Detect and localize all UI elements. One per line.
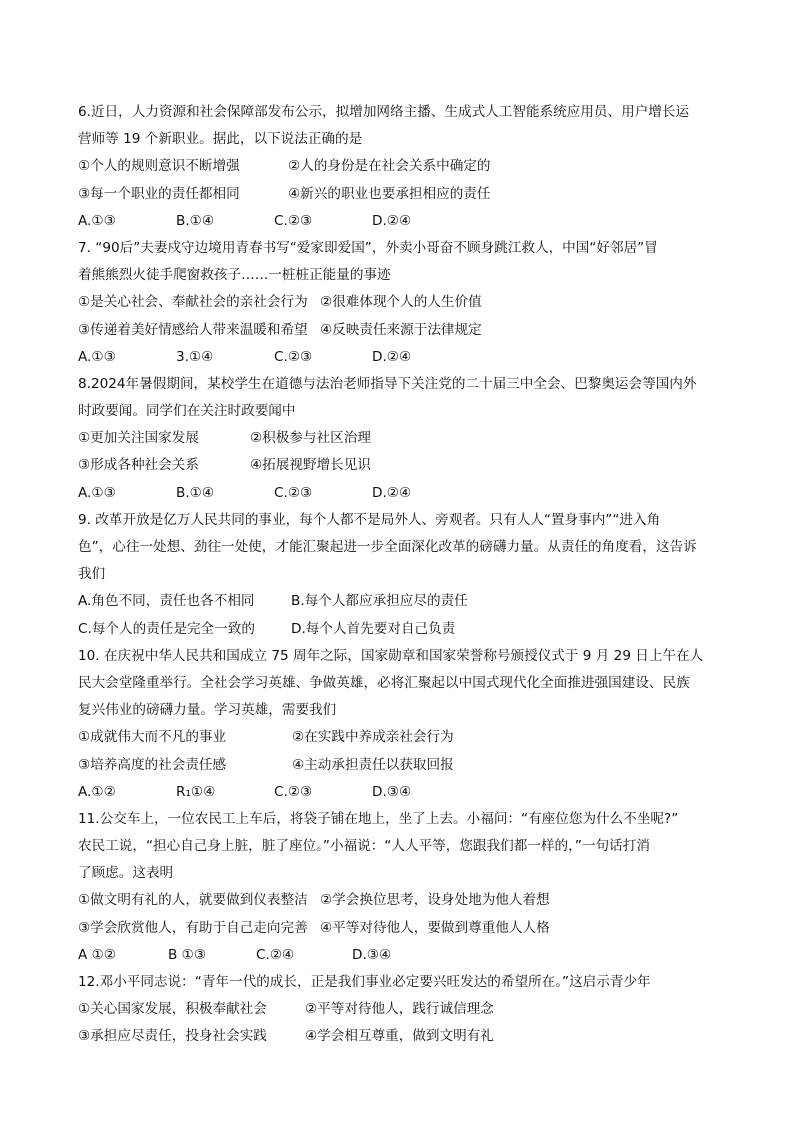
statement: ①做文明有礼的人，就要做到仪表整洁 bbox=[78, 892, 308, 909]
statement: ③学会欣赏他人，有助于自己走向完善 bbox=[78, 919, 308, 936]
statement-row bbox=[78, 181, 718, 208]
choice-option: B.每个人都应承担应尽的责任 bbox=[291, 593, 468, 610]
question-stem-line: 11.公交车上，一位农民工上车后，将袋子铺在地上，坐了上去。小福问：“有座位您为什么不坐呢?” bbox=[78, 810, 679, 827]
choice-option: C.②③ bbox=[274, 212, 313, 229]
choice-option: A.角色不同，责任也各不相同 bbox=[78, 593, 255, 610]
choice-option: C.②③ bbox=[274, 783, 313, 800]
statement-row bbox=[78, 153, 718, 180]
choice-option: A.①③ bbox=[78, 348, 116, 365]
choice-option: B.①④ bbox=[176, 484, 215, 501]
statement: ③培养高度的社会责任感 bbox=[78, 756, 227, 773]
question-stem-line: 营师等 19 个新职业。据此，以下说法正确的是 bbox=[78, 131, 363, 148]
question-stem-line: 10. 在庆祝中华人民共和国成立 75 周年之际，国家勋章和国家荣誉称号颁授仪式于 9 月 29 日上午在人 bbox=[78, 647, 704, 664]
choice-option: R₁①④ bbox=[176, 783, 216, 800]
question-stem-line: 6.近日，人力资源和社会保障部发布公示，拟增加网络主播、生成式人工智能系统应用员、用户增长运 bbox=[78, 104, 690, 120]
choice-option: A.①③ bbox=[78, 484, 116, 501]
question-stem-line: 9. 改革开放是亿万人民共同的事业，每个人都不是局外人、旁观者。只有人人“置身事内”“进入角 bbox=[78, 511, 661, 528]
choice-option: B.①④ bbox=[176, 212, 215, 229]
statement: ④平等对待他人，要做到尊重他人人格 bbox=[320, 919, 550, 936]
choice-option: D.②④ bbox=[372, 484, 412, 501]
choice-option: A.①③ bbox=[78, 212, 116, 229]
choice-row bbox=[78, 779, 718, 806]
choice-option: C.②③ bbox=[274, 348, 313, 365]
choice-row bbox=[78, 344, 718, 371]
question-12 bbox=[78, 969, 718, 1051]
choice-option: D.②④ bbox=[372, 348, 412, 365]
question-stem-line: 7. “90后”夫妻戍守边境用青春书写“爱家即爱国”，外卖小哥奋不顾身跳江救人，中国“好邻居”冒 bbox=[78, 239, 658, 256]
question-stem-line: 12.邓小平同志说：“青年一代的成长，正是我们事业必定要兴旺发达的希望所在。”这启示青少年 bbox=[78, 974, 651, 990]
choice-option: C.每个人的责任是完全一致的 bbox=[78, 620, 255, 637]
statement-row bbox=[78, 1023, 718, 1050]
question-stem-line: 复兴伟业的磅礴力量。学习英雄，需要我们 bbox=[78, 702, 337, 719]
statement: ③每一个职业的责任都相同 bbox=[78, 185, 240, 202]
question-10 bbox=[78, 643, 718, 806]
statement: ④新兴的职业也要承担相应的责任 bbox=[288, 185, 491, 202]
statement: ①关心国家发展，积极奉献社会 bbox=[78, 1001, 267, 1018]
statement: ③承担应尽责任，投身社会实践 bbox=[78, 1028, 267, 1045]
statement-row bbox=[78, 996, 718, 1023]
statement: ②平等对待他人，践行诚信理念 bbox=[305, 1001, 494, 1018]
question-list bbox=[78, 99, 718, 1051]
statement-row bbox=[78, 425, 718, 452]
question-9 bbox=[78, 507, 718, 643]
question-stem-line: 我们 bbox=[78, 566, 106, 583]
statement: ②积极参与社区治理 bbox=[250, 430, 371, 447]
choice-row bbox=[78, 942, 718, 969]
statement: ④学会相互尊重，做到文明有礼 bbox=[305, 1028, 494, 1045]
choice-row bbox=[78, 588, 718, 615]
statement-row bbox=[78, 289, 718, 316]
choice-option: C.②③ bbox=[274, 484, 313, 501]
choice-option: D.每个人首先要对自己负责 bbox=[291, 620, 456, 637]
choice-row bbox=[78, 208, 718, 235]
question-11 bbox=[78, 806, 718, 969]
choice-row bbox=[78, 480, 718, 507]
statement: ③传递着美好情感给人带来温暖和希望 bbox=[78, 321, 308, 338]
statement-row bbox=[78, 452, 718, 479]
choice-row bbox=[78, 616, 718, 643]
question-8 bbox=[78, 371, 718, 507]
statement: ①个人的规则意识不断增强 bbox=[78, 158, 240, 175]
statement: ②很难体现个人的人生价值 bbox=[320, 294, 482, 311]
statement: ②在实践中养成亲社会行为 bbox=[292, 729, 454, 746]
question-stem-line: 时政要闻。同学们在关注时政要闻中 bbox=[78, 403, 296, 420]
choice-option: D.③④ bbox=[372, 783, 412, 800]
statement: ③形成各种社会关系 bbox=[78, 457, 199, 474]
statement-row bbox=[78, 724, 718, 751]
question-6 bbox=[78, 99, 718, 235]
statement: ④拓展视野增长见识 bbox=[250, 457, 371, 474]
statement-row bbox=[78, 915, 718, 942]
question-stem-line: 民大会堂隆重举行。全社会学习英雄、争做英雄，必将汇聚起以中国式现代化全面推进强国建设、民族 bbox=[78, 674, 690, 691]
question-stem-line: 着熊熊烈火徒手爬窗救孩子……一桩桩正能量的事迹 bbox=[78, 267, 391, 284]
statement: ①成就伟大而不凡的事业 bbox=[78, 729, 227, 746]
statement: ②人的身份是在社会关系中确定的 bbox=[288, 158, 491, 175]
choice-option: D.③④ bbox=[352, 946, 392, 963]
question-stem-line: 色”，心往一处想、劲往一处使，才能汇聚起进一步全面深化改革的磅礴力量。从责任的角度看，这告诉 bbox=[78, 539, 697, 555]
question-stem-line: 了顾虑。这表明 bbox=[78, 865, 174, 882]
choice-option: A.①② bbox=[78, 783, 116, 800]
choice-option: C.②④ bbox=[256, 946, 295, 963]
statement-row bbox=[78, 887, 718, 914]
statement: ②学会换位思考，设身处地为他人着想 bbox=[320, 892, 550, 909]
statement: ④反映责任来源于法律规定 bbox=[320, 321, 482, 338]
question-stem-line: 农民工说，“担心自己身上脏，脏了座位。”小福说：“人人平等，您跟我们都一样的，”一句话打消 bbox=[78, 838, 650, 855]
choice-option: D.②④ bbox=[372, 212, 412, 229]
statement-row bbox=[78, 317, 718, 344]
statement-row bbox=[78, 752, 718, 779]
statement: ④主动承担责任以获取回报 bbox=[292, 756, 454, 773]
choice-option: A ①② bbox=[78, 946, 116, 963]
question-stem-line: 8.2024年暑假期间，某校学生在道德与法治老师指导下关注党的二十届三中全会、巴黎奥运会等国内外 bbox=[78, 375, 697, 392]
question-7 bbox=[78, 235, 718, 371]
choice-option: 3.①④ bbox=[176, 348, 214, 365]
choice-option: B ①③ bbox=[168, 946, 207, 963]
statement: ①是关心社会、奉献社会的亲社会行为 bbox=[78, 294, 308, 311]
statement: ①更加关注国家发展 bbox=[78, 430, 199, 447]
